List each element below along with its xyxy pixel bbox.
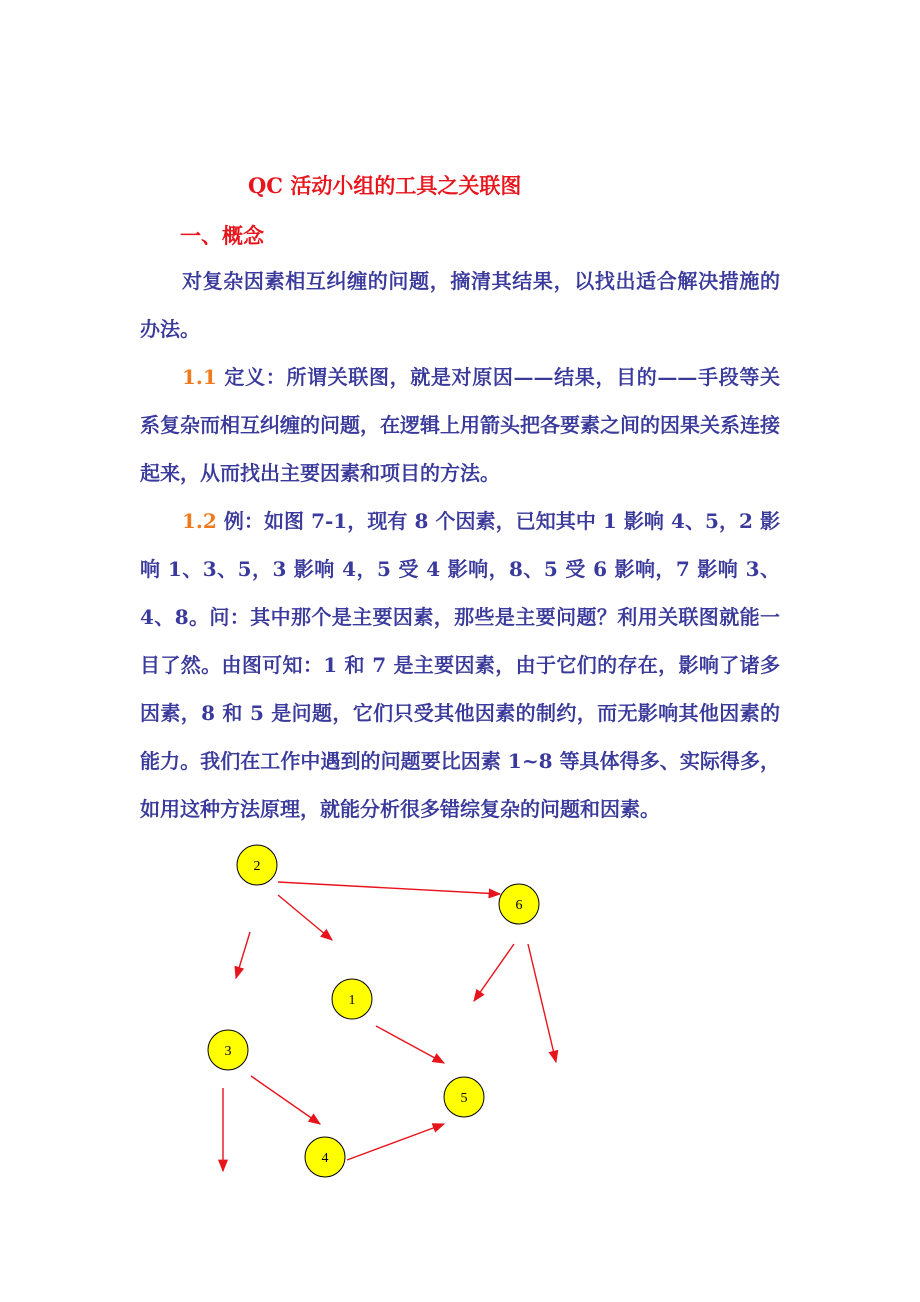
node-2 [237,845,277,885]
diagram-arrows [223,882,556,1171]
arrow-2-to-1 [278,895,332,940]
example-text: 例：如图 7-1，现有 8 个因素，已知其中 1 影响 4、5，2 影响 1、3、5，3 影响 4，5 受 4 影响，8、5 受 6 影响，7 影响 3、4、8。问：其中那个是主要因素，那些是主要问题？利用关联图就能一目了然。由图可知：1 和 7 是主要因素，由于它们的存在，影响了诸多因素，8 和 5 是问题，它们只受其他因素的制约，而无影响其他因素的能力。我们在工作中遇到的问题要比因素 1~8 等具体得多、实际得多，如用这种方法原理，就能分析很多错综复杂的问题和因素。 [140,509,780,821]
node-label: 3 [224,1044,232,1059]
arrow-6-to-8 [474,944,514,1001]
node-5 [444,1077,484,1117]
node-label: 6 [515,898,523,913]
arrow-3-to-4 [251,1076,320,1124]
example-number: 1.2 [182,509,217,533]
document-title: QC 活动小组的工具之关联图 [248,173,522,198]
arrow-6-to-5 [528,944,556,1062]
node-label: 1 [348,993,356,1008]
node-label: 4 [321,1151,329,1166]
arrow-2-to-6 [278,882,500,894]
definition-number: 1.1 [182,365,217,389]
arrow-4-to-5 [347,1124,444,1160]
section-heading: 一、概念 [180,223,264,248]
concept-paragraph: 对复杂因素相互纠缠的问题，摘清其结果，以找出适合解决措施的办法。 [140,269,780,341]
node-1 [332,979,372,1019]
node-6 [499,884,539,924]
arrow-2-to-3 [236,932,250,978]
node-label: 2 [253,859,261,874]
diagram-nodes [208,845,539,1177]
node-4 [305,1137,345,1177]
arrow-1-to-5 [376,1026,444,1063]
node-3 [208,1030,248,1070]
node-label: 5 [460,1091,468,1106]
definition-text: 定义：所谓关联图，就是对原因——结果，目的——手段等关系复杂而相互纠缠的问题，在逻辑上用箭头把各要素之间的因果关系连接起来，从而找出主要因素和项目的方法。 [140,365,780,485]
